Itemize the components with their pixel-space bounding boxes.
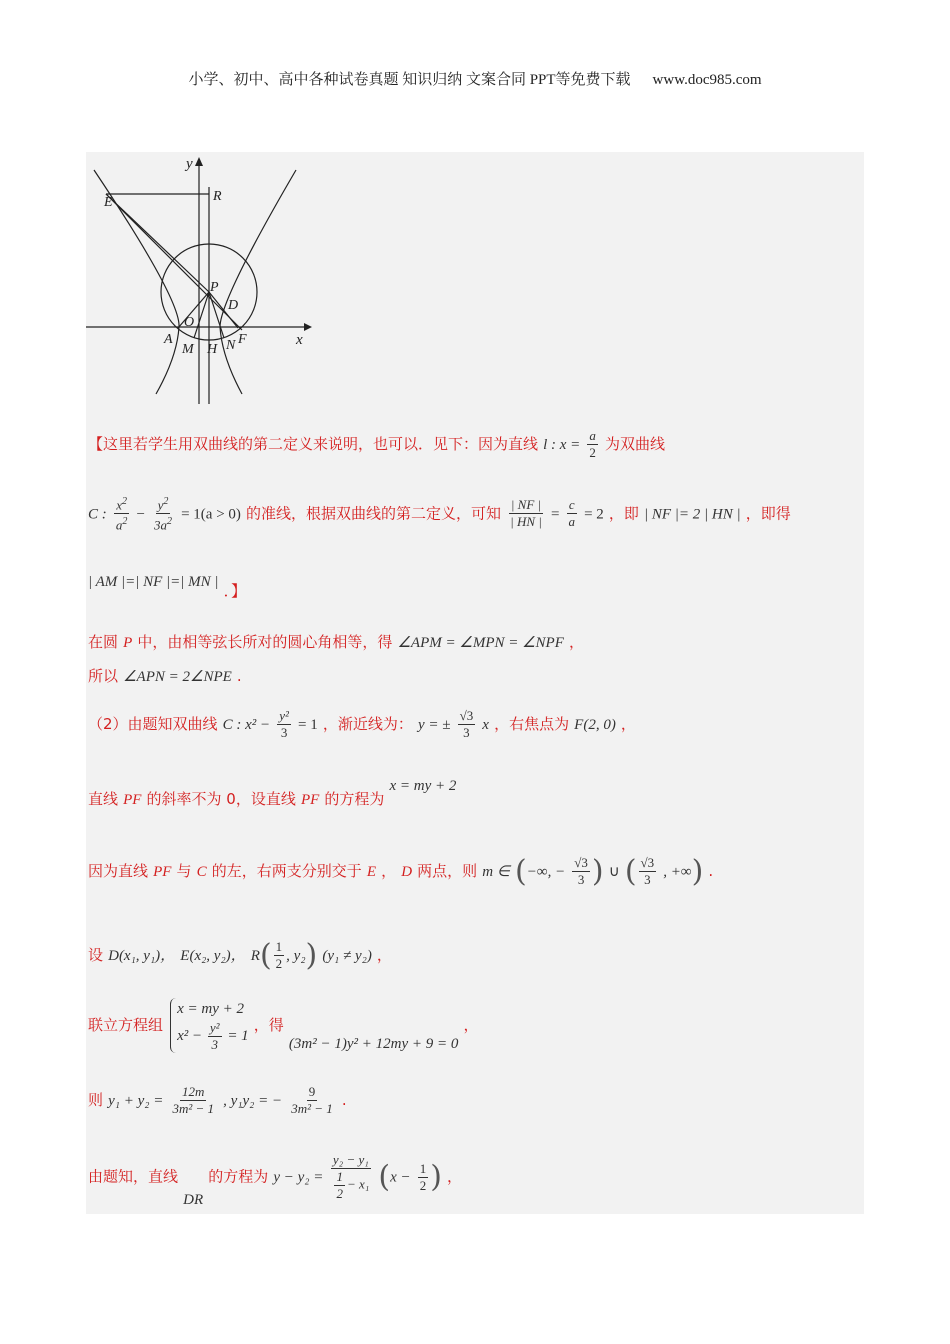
l6-text-b: ，渐近线为： xyxy=(322,715,413,733)
l10-text-a: 联立方程组 xyxy=(88,1016,164,1034)
l9-d-point: D(x₁, y₁)， xyxy=(108,948,176,964)
l10-system xyxy=(170,998,249,1053)
l9-frac-half xyxy=(274,939,285,972)
l2-eq: = 1(a > 0) xyxy=(181,506,241,523)
segment-pm xyxy=(194,292,209,338)
l7-pf-1: PF xyxy=(123,792,142,808)
text-line-5 xyxy=(88,665,242,686)
l12-text-a: 由题知，直线 xyxy=(88,1167,179,1186)
l6-frac-y xyxy=(277,708,291,741)
l12-frac-slope xyxy=(330,1152,371,1202)
l5-text-b: . xyxy=(236,667,242,685)
text-line-7 xyxy=(88,778,457,809)
l8-d: D xyxy=(401,864,413,880)
l8-text-e: 两点，则 xyxy=(417,862,478,880)
frac-num: $x^2$ xyxy=(116,496,127,513)
header-site: www.doc985.com xyxy=(652,72,762,88)
l8-union: ∪ xyxy=(608,864,620,880)
l9-r-b: , y₂ xyxy=(286,948,306,964)
l10-quad: (3m² − 1)y² + 12my + 9 = 0 xyxy=(288,1036,459,1052)
l2-text-c: ，即得 xyxy=(745,504,791,523)
l11-end: . xyxy=(341,1091,347,1109)
y-axis-arrow xyxy=(195,157,203,166)
frac-den: 3 xyxy=(577,872,585,887)
sys-eq-1: x = my + 2 xyxy=(177,1001,245,1017)
l2-text-b: ，即 xyxy=(608,504,639,523)
l9-cond: (y₁ ≠ y₂) xyxy=(322,948,372,964)
l5-angle: ∠APN = 2∠NPE xyxy=(123,669,232,685)
frac-num: 1 xyxy=(419,1160,427,1176)
l6-x: x xyxy=(482,717,489,733)
frac-num: | NF | xyxy=(510,497,542,513)
frac-den: a xyxy=(568,514,575,530)
l8-text-f: . xyxy=(708,862,714,880)
label-p: P xyxy=(210,280,219,295)
x-sym: x xyxy=(116,497,122,513)
l7-text-b: 的斜率不为 0，设直线 xyxy=(146,790,296,808)
l1-math-l: l : x = xyxy=(543,437,581,453)
content-panel xyxy=(86,152,864,1214)
l12-x: x − xyxy=(390,1169,411,1186)
x-axis-arrow xyxy=(304,323,312,331)
label-o: O xyxy=(184,315,195,330)
label-f: F xyxy=(238,332,247,347)
l8-m-in: m ∈ xyxy=(482,864,510,880)
l12-dr-a: y − y₂ = xyxy=(273,1169,324,1186)
frac-den: $3a^2$ xyxy=(154,516,172,533)
sys-eq-2a: x² − xyxy=(177,1027,203,1044)
three-a-sym: 3a xyxy=(154,517,167,533)
l8-frac-2 xyxy=(639,855,657,888)
frac-num: 1 xyxy=(336,1169,343,1184)
frac-den: 2 xyxy=(275,956,283,971)
l8-pos-inf: , +∞ xyxy=(663,864,692,880)
label-a: A xyxy=(164,332,173,347)
label-m: M xyxy=(182,342,194,357)
text-line-1 xyxy=(88,428,665,461)
l4-text-a: 在圆 xyxy=(88,633,119,651)
y-sym: y xyxy=(157,497,164,513)
l12-end: ， xyxy=(447,1167,463,1186)
frac-num: c xyxy=(568,497,575,513)
l12-frac-half xyxy=(418,1161,429,1194)
frac-num: a xyxy=(589,428,596,443)
frac-den: 3m² − 1 xyxy=(291,1101,333,1116)
label-e: E xyxy=(104,195,113,210)
l3-am-eq: | AM |=| NF |=| MN | xyxy=(88,574,219,590)
l6-text-c: ，右焦点为 xyxy=(494,715,570,733)
l11-frac-sum xyxy=(170,1084,216,1117)
frac-num: 9 xyxy=(308,1084,316,1099)
a-sym: a xyxy=(115,517,123,533)
frac-den: 3m² − 1 xyxy=(172,1101,215,1116)
l11-sum: y₁ + y₂ = xyxy=(108,1093,164,1109)
l3-end: ．】 xyxy=(223,582,247,600)
l10-text-c: ， xyxy=(463,1016,479,1034)
sys-eq-2b: = 1 xyxy=(227,1027,249,1044)
l8-e: E xyxy=(366,864,377,880)
frac-num: √3 xyxy=(459,708,474,723)
text-line-3 xyxy=(88,570,247,600)
hyperbola-right-branch xyxy=(220,170,296,394)
l9-text-a: 设 xyxy=(88,946,104,964)
label-y: y xyxy=(186,156,193,172)
header-text: 小学、初中、高中各种试卷真题 知识归纳 文案合同 PPT等免费下载 xyxy=(188,72,631,88)
l9-r: R xyxy=(250,948,260,964)
l8-text-c: 的左，右两支分别交于 xyxy=(211,862,362,880)
frac-den-b: − x₁ xyxy=(346,1176,370,1192)
frac-den: 2 xyxy=(589,445,596,460)
l11-frac-prod xyxy=(289,1084,335,1117)
frac-num: y² xyxy=(209,1020,220,1035)
l11-prod: , y₁y₂ = − xyxy=(223,1093,283,1109)
l8-text-a: 因为直线 xyxy=(88,862,149,880)
frac-den: 3 xyxy=(280,725,288,740)
l2-frac-nf xyxy=(508,497,544,530)
l1-text-b: 为双曲线 xyxy=(605,435,666,453)
frac-den: | HN | xyxy=(510,514,542,530)
l11-text-a: 则 xyxy=(88,1091,104,1109)
text-line-6 xyxy=(88,708,636,741)
sys-frac xyxy=(208,1020,222,1053)
l4-angle-eq: ∠APM = ∠MPN = ∠NPF xyxy=(397,635,564,651)
frac-den xyxy=(330,1169,371,1202)
l1-text-a: 【这里若学生用双曲线的第二定义来说明，也可以．见下：因为直线 xyxy=(88,435,539,453)
frac-den: 3 xyxy=(211,1037,218,1052)
text-line-9: 设 D(x₁, y₁)， E(x₂, y₂)， R( $\frac{1}{2}$ , y₂) (y₁ ≠ y₂) ， xyxy=(88,938,392,973)
l8-text-d: ， xyxy=(381,862,397,880)
text-line-11 xyxy=(88,1084,347,1117)
l9-e-point: E(x₂, y₂)， xyxy=(180,948,246,964)
l12-dr: DR xyxy=(183,1191,204,1208)
l6-hyp-a: C : x² − xyxy=(222,717,271,733)
l6-focus: F(2, 0) xyxy=(574,717,616,733)
l7-text-a: 直线 xyxy=(88,790,119,808)
l7-text-c: 的方程为 xyxy=(324,790,385,808)
frac-num: 12m xyxy=(182,1084,205,1099)
frac-den: 3 xyxy=(644,872,651,887)
sys-eq-2 xyxy=(177,1020,249,1053)
l2-nf-eq: | NF |= 2 | HN | xyxy=(644,506,741,523)
l2-frac-x xyxy=(114,494,130,534)
l12-text-b: 的方程为 xyxy=(208,1167,269,1186)
label-h: H xyxy=(207,342,218,357)
l10-text-b: ，得 xyxy=(253,1016,284,1034)
l2-text-a: 的准线，根据双曲线的第二定义，可知 xyxy=(246,504,502,523)
l4-text-b: 中，由相等弦长所对的圆心角相等，得 xyxy=(137,633,393,651)
text-line-10 xyxy=(88,998,478,1053)
l6-frac-sqrt3 xyxy=(458,708,476,741)
label-n: N xyxy=(226,338,236,353)
frac-den: 2 xyxy=(336,1186,343,1201)
label-d: D xyxy=(228,298,239,313)
frac-num: $y^2$ xyxy=(157,496,169,513)
l9-end: ， xyxy=(376,946,392,964)
text-line-4 xyxy=(88,631,584,652)
frac-den: $a^2$ xyxy=(115,516,128,533)
l8-pf: PF xyxy=(153,864,172,880)
l6-asym: y = ± xyxy=(417,717,451,733)
l4-p: P xyxy=(123,635,133,651)
l2-frac-ca xyxy=(567,497,578,530)
frac-den: 3 xyxy=(463,725,470,740)
l7-pf-2: PF xyxy=(300,792,320,808)
l2-c: C : xyxy=(88,506,107,523)
l4-text-c: ， xyxy=(568,633,584,651)
frac-den: 2 xyxy=(419,1177,427,1193)
l8-c: C xyxy=(196,864,207,880)
l2-eq2: = 2 xyxy=(584,506,604,523)
label-x: x xyxy=(296,332,303,348)
segment-ef xyxy=(106,194,242,330)
l2-frac-y xyxy=(152,494,174,534)
frac-num: √3 xyxy=(640,855,655,870)
l6-text-d: ， xyxy=(620,715,636,733)
frac-num: √3 xyxy=(574,855,588,870)
inner-frac xyxy=(334,1169,345,1202)
l7-line-eq: x = my + 2 xyxy=(389,778,457,794)
hyperbola-figure xyxy=(86,152,326,412)
text-line-12: 由题知，直线 DR 的方程为 y − y₂ = y₂ − y₁ $\frac{1}{2}$ − x₁ (x − $\frac{1}{2}$ ) ， xyxy=(88,1152,463,1208)
frac-num: y₂ − y₁ xyxy=(332,1152,369,1167)
frac-num: 1 xyxy=(275,939,283,954)
l2-minus: − xyxy=(136,506,145,523)
text-line-8: 因为直线 PF 与 C 的左，右两支分别交于 E ， D 两点，则 m ∈ (−∞, − $\frac{√3}{3}$ ) ∪ ( $\frac{√3}{3}$ , +∞) . xyxy=(88,854,714,889)
text-line-2: C : $\frac{x^2}{a^2}$ − $\frac{y^2}{3a^2}$ = 1(a > 0) 的准线，根据双曲线的第二定义，可知 $\frac{| NF |}{| HN |}$ = $\frac{c}{a}$ = 2 ，即 | NF |= 2 | HN | ，即得 xyxy=(88,496,791,533)
l6-text-a: （2）由题知双曲线 xyxy=(88,715,218,733)
l5-text-a: 所以 xyxy=(88,667,119,685)
l8-frac-1 xyxy=(572,855,590,888)
l6-eq1: = 1 xyxy=(298,717,318,733)
frac-num: y² xyxy=(279,708,289,723)
label-r: R xyxy=(213,189,222,204)
l8-text-b: 与 xyxy=(176,862,192,880)
l8-neg-inf: −∞, − xyxy=(526,864,566,880)
page-header xyxy=(0,68,950,89)
l1-frac-a2 xyxy=(587,428,598,461)
